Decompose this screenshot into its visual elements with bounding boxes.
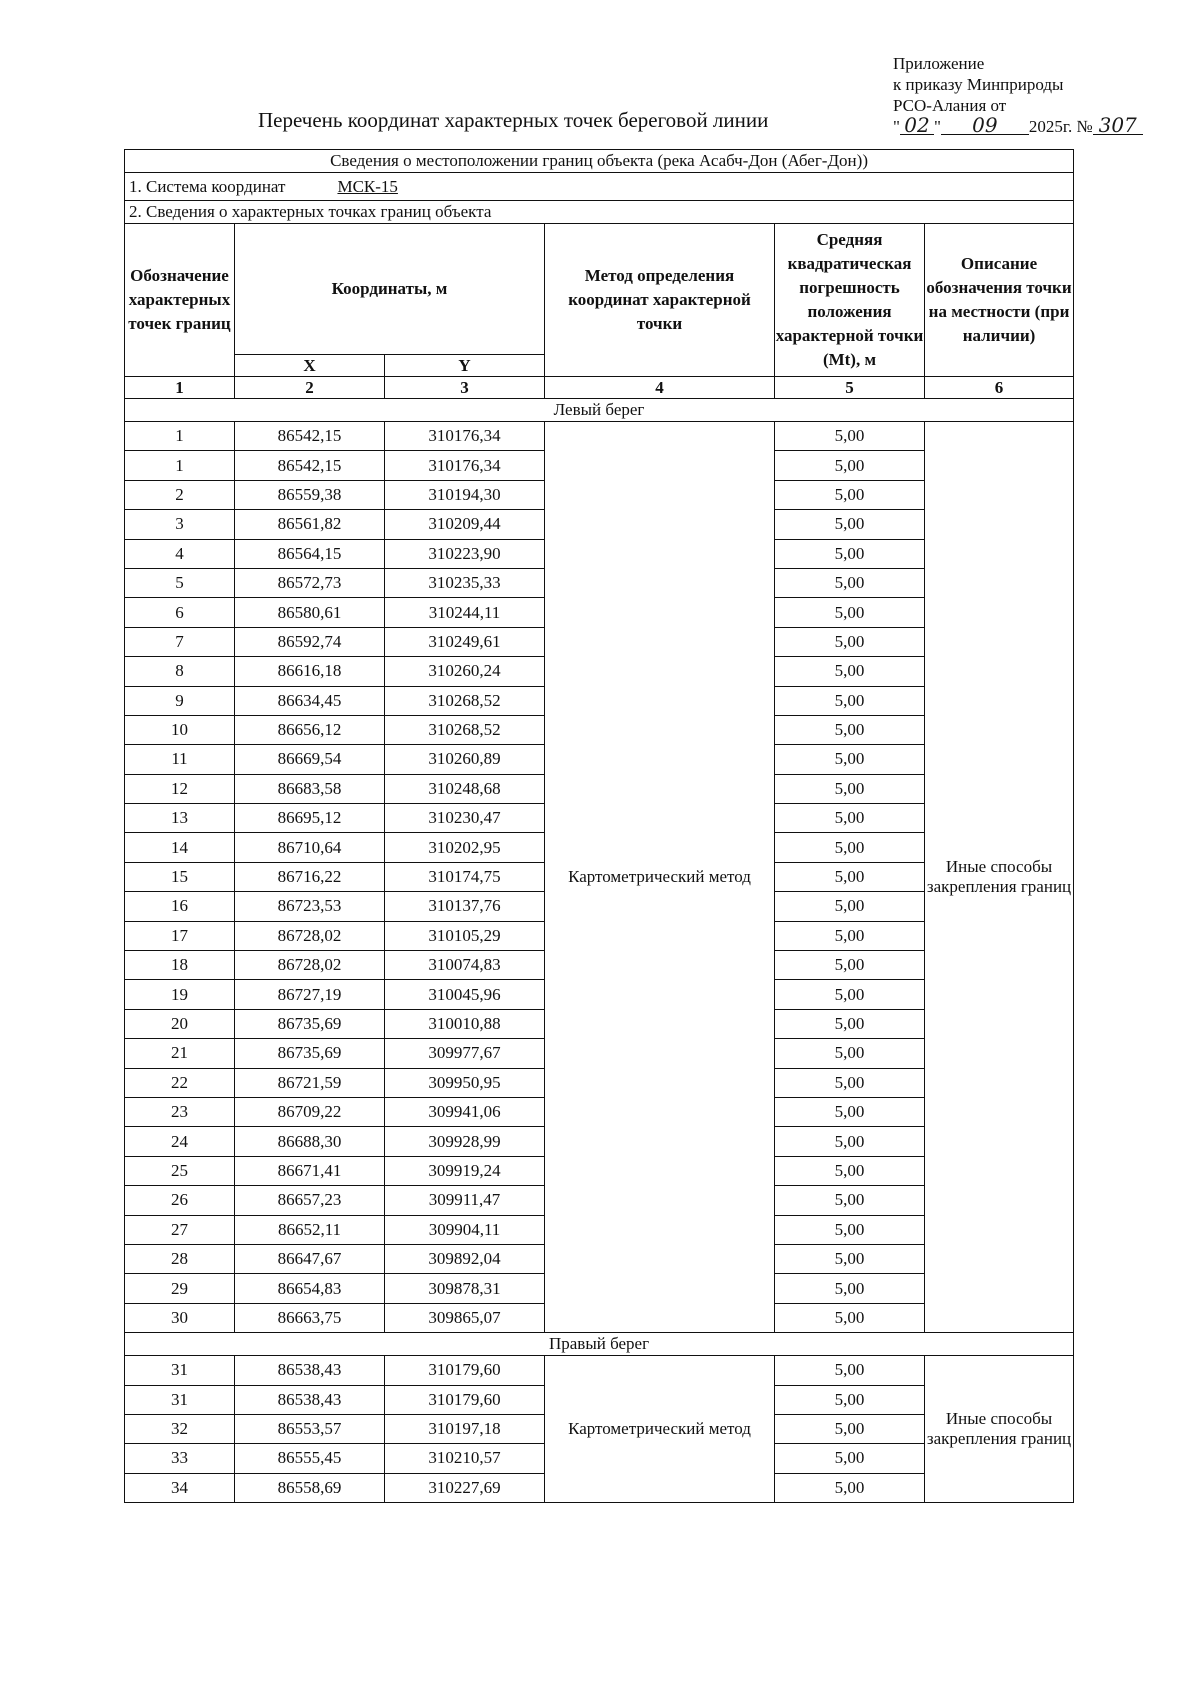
coord-y: 310176,34	[385, 451, 545, 480]
coord-y: 310194,30	[385, 480, 545, 509]
accuracy-mt: 5,00	[775, 598, 925, 627]
col-number: 3	[385, 377, 545, 399]
point-number: 9	[125, 686, 235, 715]
point-number: 15	[125, 862, 235, 891]
coord-y: 310209,44	[385, 510, 545, 539]
coord-y: 309911,47	[385, 1186, 545, 1215]
accuracy-mt: 5,00	[775, 686, 925, 715]
coord-x: 86728,02	[235, 951, 385, 980]
header-description: Описание обозначения точки на местности (при наличии)	[925, 224, 1074, 377]
accuracy-mt: 5,00	[775, 1414, 925, 1443]
coord-x: 86572,73	[235, 568, 385, 597]
accuracy-mt: 5,00	[775, 774, 925, 803]
points-info-row	[125, 201, 1074, 224]
coord-y: 309904,11	[385, 1215, 545, 1244]
coord-x: 86538,43	[235, 1385, 385, 1414]
coord-y: 310260,89	[385, 745, 545, 774]
coord-y: 310227,69	[385, 1473, 545, 1502]
accuracy-mt: 5,00	[775, 1186, 925, 1215]
coord-x: 86555,45	[235, 1444, 385, 1473]
accuracy-mt: 5,00	[775, 1444, 925, 1473]
accuracy-mt: 5,00	[775, 804, 925, 833]
point-number: 4	[125, 539, 235, 568]
accuracy-mt: 5,00	[775, 951, 925, 980]
accuracy-mt: 5,00	[775, 510, 925, 539]
point-number: 30	[125, 1303, 235, 1332]
coord-y: 310249,61	[385, 627, 545, 656]
point-number: 5	[125, 568, 235, 597]
coord-y: 310179,60	[385, 1385, 545, 1414]
coord-x: 86728,02	[235, 921, 385, 950]
coord-y: 310179,60	[385, 1356, 545, 1385]
coord-y: 310202,95	[385, 833, 545, 862]
point-number: 8	[125, 657, 235, 686]
coordinate-system-cell	[125, 173, 1074, 201]
coord-y: 310137,76	[385, 892, 545, 921]
coord-y: 310210,57	[385, 1444, 545, 1473]
accuracy-mt: 5,00	[775, 1244, 925, 1273]
column-numbers-row	[125, 377, 1074, 399]
coord-x: 86669,54	[235, 745, 385, 774]
table-row	[125, 1356, 1074, 1385]
point-number: 25	[125, 1156, 235, 1185]
date-quote-close: "	[933, 117, 941, 136]
coord-x: 86559,38	[235, 480, 385, 509]
coord-y: 310197,18	[385, 1414, 545, 1443]
point-number: 16	[125, 892, 235, 921]
header-coords: Координаты, м	[235, 224, 545, 355]
coord-x: 86735,69	[235, 1009, 385, 1038]
point-number: 11	[125, 745, 235, 774]
header-designation: Обозначение характерных точек границ	[125, 224, 235, 377]
coord-y: 309892,04	[385, 1244, 545, 1273]
left-bank-description: Иные способы закрепления границ	[925, 422, 1074, 1333]
date-quote-open: "	[893, 117, 900, 136]
coord-x: 86656,12	[235, 715, 385, 744]
point-number: 7	[125, 627, 235, 656]
points-info-label: 2. Сведения о характерных точках границ объекта	[125, 201, 1074, 224]
coord-x: 86558,69	[235, 1473, 385, 1502]
left-bank-method: Картометрический метод	[545, 422, 775, 1333]
col-number: 6	[925, 377, 1074, 399]
coord-x: 86652,11	[235, 1215, 385, 1244]
coord-y: 310268,52	[385, 686, 545, 715]
point-number: 10	[125, 715, 235, 744]
coord-y: 309941,06	[385, 1097, 545, 1126]
point-number: 2	[125, 480, 235, 509]
coord-y: 310176,34	[385, 422, 545, 451]
coord-x: 86671,41	[235, 1156, 385, 1185]
coord-x: 86538,43	[235, 1356, 385, 1385]
appendix-date-line	[893, 113, 1143, 137]
accuracy-mt: 5,00	[775, 627, 925, 656]
coord-y: 310045,96	[385, 980, 545, 1009]
accuracy-mt: 5,00	[775, 1097, 925, 1126]
point-number: 24	[125, 1127, 235, 1156]
date-month: 09	[941, 116, 1029, 135]
right-bank-section-row	[125, 1333, 1074, 1356]
point-number: 17	[125, 921, 235, 950]
coord-y: 310105,29	[385, 921, 545, 950]
caption-row	[125, 150, 1074, 173]
left-bank-section-row	[125, 399, 1074, 422]
right-bank-section-label: Правый берег	[125, 1333, 1074, 1356]
accuracy-mt: 5,00	[775, 480, 925, 509]
point-number: 14	[125, 833, 235, 862]
coord-x: 86616,18	[235, 657, 385, 686]
date-day: 02	[900, 116, 934, 135]
table-caption: Сведения о местоположении границ объекта (река Асабч-Дон (Абег-Дон))	[125, 150, 1074, 173]
coord-x: 86592,74	[235, 627, 385, 656]
coord-x: 86654,83	[235, 1274, 385, 1303]
coord-x: 86634,45	[235, 686, 385, 715]
point-number: 6	[125, 598, 235, 627]
coord-y: 310248,68	[385, 774, 545, 803]
coord-y: 310230,47	[385, 804, 545, 833]
accuracy-mt: 5,00	[775, 1385, 925, 1414]
coord-x: 86663,75	[235, 1303, 385, 1332]
coord-x: 86695,12	[235, 804, 385, 833]
coord-x: 86542,15	[235, 451, 385, 480]
point-number: 26	[125, 1186, 235, 1215]
appendix-line-1: Приложение	[893, 54, 985, 73]
accuracy-mt: 5,00	[775, 980, 925, 1009]
point-number: 21	[125, 1039, 235, 1068]
coordinate-system-label: 1. Система координат	[129, 176, 286, 196]
accuracy-mt: 5,00	[775, 422, 925, 451]
coord-y: 310010,88	[385, 1009, 545, 1038]
accuracy-mt: 5,00	[775, 1156, 925, 1185]
accuracy-mt: 5,00	[775, 1215, 925, 1244]
accuracy-mt: 5,00	[775, 568, 925, 597]
header-method: Метод определения координат характерной точки	[545, 224, 775, 377]
coord-y: 310074,83	[385, 951, 545, 980]
left-bank-section-label: Левый берег	[125, 399, 1074, 422]
coord-x: 86561,82	[235, 510, 385, 539]
accuracy-mt: 5,00	[775, 745, 925, 774]
accuracy-mt: 5,00	[775, 1127, 925, 1156]
accuracy-mt: 5,00	[775, 862, 925, 891]
point-number: 32	[125, 1414, 235, 1443]
accuracy-mt: 5,00	[775, 1274, 925, 1303]
appendix-line-2: к приказу Минприроды	[893, 75, 1064, 94]
right-bank-description: Иные способы закрепления границ	[925, 1356, 1074, 1503]
point-number: 34	[125, 1473, 235, 1502]
point-number: 27	[125, 1215, 235, 1244]
point-number: 1	[125, 422, 235, 451]
col-number: 1	[125, 377, 235, 399]
point-number: 29	[125, 1274, 235, 1303]
point-number: 28	[125, 1244, 235, 1273]
coord-x: 86727,19	[235, 980, 385, 1009]
coordinates-table	[124, 149, 1074, 1503]
accuracy-mt: 5,00	[775, 921, 925, 950]
accuracy-mt: 5,00	[775, 657, 925, 686]
accuracy-mt: 5,00	[775, 1356, 925, 1385]
point-number: 31	[125, 1356, 235, 1385]
point-number: 12	[125, 774, 235, 803]
header-error: Средняя квадратическая погрешность положения характерной точки (Mt), м	[775, 224, 925, 377]
accuracy-mt: 5,00	[775, 1303, 925, 1332]
point-number: 22	[125, 1068, 235, 1097]
accuracy-mt: 5,00	[775, 1473, 925, 1502]
appendix-block	[893, 53, 1143, 137]
accuracy-mt: 5,00	[775, 1009, 925, 1038]
order-number: 307	[1093, 116, 1143, 135]
col-number: 5	[775, 377, 925, 399]
coord-y: 310260,24	[385, 657, 545, 686]
accuracy-mt: 5,00	[775, 1039, 925, 1068]
coord-x: 86564,15	[235, 539, 385, 568]
accuracy-mt: 5,00	[775, 539, 925, 568]
coord-x: 86657,23	[235, 1186, 385, 1215]
coord-x: 86683,58	[235, 774, 385, 803]
coord-y: 309977,67	[385, 1039, 545, 1068]
coord-x: 86688,30	[235, 1127, 385, 1156]
header-row	[125, 224, 1074, 355]
coord-x: 86723,53	[235, 892, 385, 921]
coord-y: 310268,52	[385, 715, 545, 744]
header-y: Y	[385, 355, 545, 377]
date-year-label: 2025г. №	[1028, 117, 1093, 136]
col-number: 2	[235, 377, 385, 399]
coord-y: 310223,90	[385, 539, 545, 568]
accuracy-mt: 5,00	[775, 833, 925, 862]
col-number: 4	[545, 377, 775, 399]
point-number: 13	[125, 804, 235, 833]
point-number: 1	[125, 451, 235, 480]
coord-x: 86721,59	[235, 1068, 385, 1097]
coord-x: 86553,57	[235, 1414, 385, 1443]
coord-x: 86580,61	[235, 598, 385, 627]
accuracy-mt: 5,00	[775, 715, 925, 744]
appendix-line-3: РСО-Алания от	[893, 96, 1007, 115]
table-row	[125, 422, 1074, 451]
point-number: 33	[125, 1444, 235, 1473]
point-number: 3	[125, 510, 235, 539]
coord-y: 310174,75	[385, 862, 545, 891]
coord-y: 309950,95	[385, 1068, 545, 1097]
right-bank-method: Картометрический метод	[545, 1356, 775, 1503]
coord-x: 86542,15	[235, 422, 385, 451]
coord-y: 309878,31	[385, 1274, 545, 1303]
coord-x: 86716,22	[235, 862, 385, 891]
coordinate-system-row	[125, 173, 1074, 201]
coord-x: 86647,67	[235, 1244, 385, 1273]
coord-y: 310235,33	[385, 568, 545, 597]
document-title: Перечень координат характерных точек береговой линии	[258, 108, 769, 132]
coord-x: 86709,22	[235, 1097, 385, 1126]
point-number: 19	[125, 980, 235, 1009]
coord-y: 309865,07	[385, 1303, 545, 1332]
coord-x: 86710,64	[235, 833, 385, 862]
accuracy-mt: 5,00	[775, 1068, 925, 1097]
coord-x: 86735,69	[235, 1039, 385, 1068]
point-number: 23	[125, 1097, 235, 1126]
point-number: 20	[125, 1009, 235, 1038]
coordinate-system-value: МСК-15	[337, 176, 398, 196]
coord-y: 310244,11	[385, 598, 545, 627]
point-number: 18	[125, 951, 235, 980]
coord-y: 309928,99	[385, 1127, 545, 1156]
coord-y: 309919,24	[385, 1156, 545, 1185]
accuracy-mt: 5,00	[775, 451, 925, 480]
header-x: X	[235, 355, 385, 377]
accuracy-mt: 5,00	[775, 892, 925, 921]
point-number: 31	[125, 1385, 235, 1414]
